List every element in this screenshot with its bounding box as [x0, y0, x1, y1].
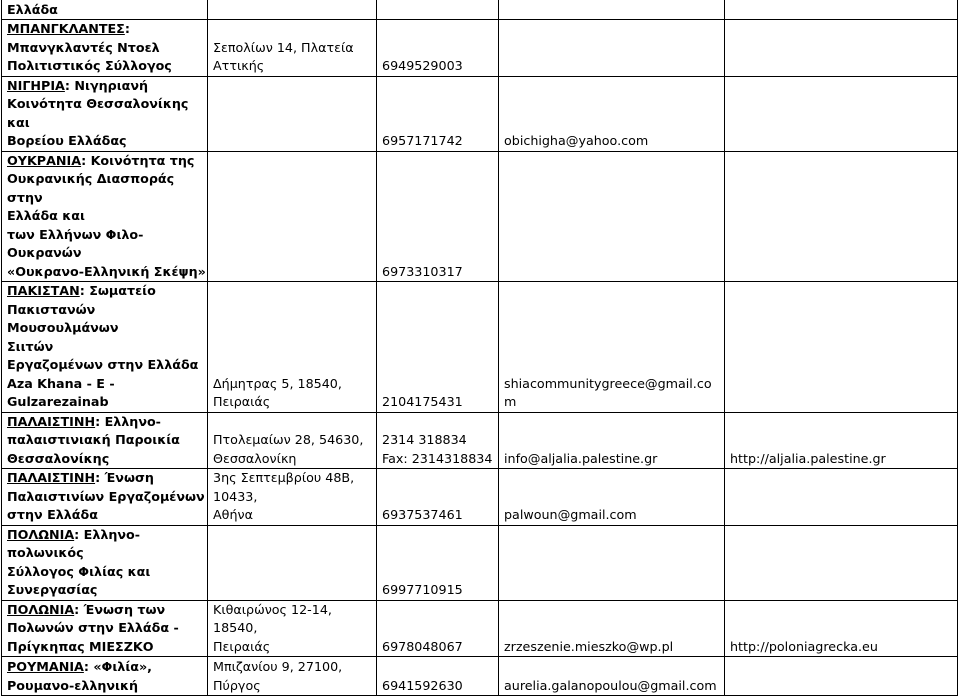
phone-cell — [377, 525, 499, 600]
phone-cell — [377, 0, 499, 20]
organization-cell — [2, 525, 208, 600]
address-cell — [208, 151, 377, 282]
phone-cell — [377, 151, 499, 282]
organization-name-line — [7, 488, 207, 507]
website-cell — [725, 0, 958, 20]
phone-cell — [377, 282, 499, 413]
country-label: ΠΑΚΙΣΤΑΝ — [7, 283, 80, 298]
organization-text: Πρίγκηπας ΜΙΕΣΖΚΟ — [7, 638, 154, 654]
address-cell — [208, 76, 377, 151]
organization-text: : Σωματείο — [79, 283, 156, 298]
email-cell — [499, 282, 725, 413]
organization-name-line — [7, 57, 207, 76]
country-label: ΠΟΛΩΝΙΑ — [7, 601, 75, 617]
table-row — [2, 525, 958, 600]
website-cell — [725, 525, 958, 600]
organization-cell — [2, 282, 208, 413]
email-cell — [499, 151, 725, 282]
email-cell — [499, 412, 725, 469]
organization-text: Σύλλογος Φιλίας και — [7, 563, 151, 579]
phone-number: Fax: 2314318834 — [382, 450, 493, 466]
website-cell — [725, 412, 958, 469]
address-line: Αθήνα — [213, 507, 253, 522]
phone-cell — [377, 20, 499, 77]
website-link[interactable]: http://poloniagrecka.eu — [730, 638, 878, 654]
organization-text: : Ελληνο- — [95, 413, 161, 429]
email-address[interactable]: info@aljalia.palestine.gr — [504, 450, 658, 466]
address-line: Θεσσαλονίκη — [213, 450, 297, 466]
organization-text: Παλαιστινίων Εργαζομένων — [7, 488, 205, 504]
country-label: ΡΟΥΜΑΝΙΑ — [7, 659, 84, 674]
phone-number: 6949529003 — [382, 58, 463, 73]
organization-name-line — [7, 77, 207, 96]
organization-name-line — [7, 619, 207, 638]
country-label: ΜΠΑΝΓΚΛΑΝΤΕΣ — [7, 21, 125, 36]
address-cell — [208, 0, 377, 20]
organization-name-line — [7, 1, 207, 20]
organization-name-line — [7, 226, 207, 263]
table-row — [2, 76, 958, 151]
address-line: 3ης Σεπτεμβρίου 48Β, — [213, 470, 355, 485]
table-row — [2, 151, 958, 282]
organization-text: Βορείου Ελλάδας — [7, 133, 127, 148]
country-label: ΠΟΛΩΝΙΑ — [7, 526, 75, 542]
address-cell — [208, 20, 377, 77]
organization-name-line — [7, 207, 207, 226]
table-row — [2, 0, 958, 20]
address-line: Πτολεμαίων 28, 54630, — [213, 432, 364, 447]
organization-name-line — [7, 39, 207, 58]
table-row — [2, 20, 958, 77]
organization-name-line — [7, 431, 207, 450]
organization-text: Κοινότητα Θεσσαλονίκης και — [7, 96, 189, 130]
website-link[interactable]: http://aljalia.palestine.gr — [730, 450, 886, 466]
organization-cell — [2, 0, 208, 20]
organization-name-line — [7, 170, 207, 207]
phone-number: 6941592630 — [382, 677, 463, 693]
table-row — [2, 412, 958, 469]
organization-name-line — [7, 450, 207, 469]
email-cell — [499, 600, 725, 657]
organization-text: : Ένωση — [95, 470, 154, 485]
email-address[interactable]: shiacommunitygreece@gmail.co — [504, 375, 712, 391]
organization-name-line — [7, 581, 207, 600]
organization-name-line — [7, 152, 207, 171]
organization-name-line — [7, 563, 207, 582]
organization-text: : Νιγηριανή — [64, 77, 149, 93]
phone-cell — [377, 412, 499, 469]
organization-text: Ουκρανικής Διασποράς στην — [7, 171, 175, 205]
email-cell — [499, 20, 725, 77]
address-line: Δήμητρας 5, 18540, — [213, 375, 342, 391]
country-label: ΠΑΛΑΙΣΤΙΝΗ — [7, 413, 96, 429]
address-line: Πύργος — [213, 677, 261, 693]
organization-text: : Ελληνο-πολωνικός — [7, 526, 141, 560]
organization-text: Σιιτών — [7, 338, 54, 354]
phone-number: 2104175431 — [382, 394, 463, 409]
organization-text: στην Ελλάδα — [7, 507, 98, 522]
organization-name-line — [7, 95, 207, 132]
email-cell — [499, 525, 725, 600]
address-cell — [208, 412, 377, 469]
organization-name-line — [7, 282, 207, 301]
country-label: ΟΥΚΡΑΝΙΑ — [7, 152, 82, 168]
phone-cell — [377, 469, 499, 526]
organization-cell — [2, 469, 208, 526]
organization-name-line — [7, 356, 207, 375]
address-cell — [208, 600, 377, 657]
organization-name-line — [7, 263, 207, 282]
email-cell — [499, 0, 725, 20]
organization-name-line — [7, 469, 207, 488]
website-cell — [725, 151, 958, 282]
organization-text: Συνεργασίας — [7, 582, 98, 597]
organization-text: : Ένωση των — [74, 601, 166, 617]
website-cell — [725, 20, 958, 77]
email-address[interactable]: m — [504, 394, 517, 409]
email-address[interactable]: obichigha@yahoo.com — [504, 133, 649, 148]
organization-name-line — [7, 338, 207, 357]
organization-text: Πολωνών στην Ελλάδα - — [7, 620, 179, 635]
organization-text: Ελλάδα και — [7, 208, 85, 223]
organization-text: παλαιστινιακή Παροικία — [7, 432, 180, 447]
organization-name-line — [7, 132, 207, 151]
organization-cell — [2, 657, 208, 696]
organization-name-line — [7, 506, 207, 525]
phone-number: 6997710915 — [382, 582, 463, 597]
organization-name-line — [7, 413, 207, 432]
phone-number: 2314 318834 — [382, 432, 467, 447]
organization-cell — [2, 412, 208, 469]
website-cell — [725, 469, 958, 526]
organization-text: : — [124, 21, 130, 36]
table-row — [2, 282, 958, 413]
table-row — [2, 469, 958, 526]
organization-text: Aza Khana - E - Gulzarezainab — [7, 375, 115, 409]
organization-text: των Ελλήνων Φιλο-Ουκρανών — [7, 226, 144, 260]
website-cell — [725, 76, 958, 151]
organization-cell — [2, 151, 208, 282]
organization-name-line — [7, 601, 207, 620]
organization-text: Πακιστανών Μουσουλμάνων — [7, 301, 119, 335]
phone-number: 6973310317 — [382, 263, 463, 279]
organization-cell — [2, 76, 208, 151]
email-address[interactable]: palwoun@gmail.com — [504, 507, 637, 522]
organization-cell — [2, 20, 208, 77]
organization-text: Θεσσαλονίκης — [7, 450, 110, 466]
address-cell — [208, 525, 377, 600]
address-cell — [208, 469, 377, 526]
phone-number: 6978048067 — [382, 638, 463, 654]
organization-name-line — [7, 677, 207, 696]
table-row — [2, 600, 958, 657]
associations-table — [1, 0, 958, 696]
phone-cell — [377, 600, 499, 657]
organization-text: Ρουμανο-ελληνική — [7, 677, 139, 693]
organization-name-line — [7, 638, 207, 657]
organization-text: : Κοινότητα της — [81, 152, 195, 168]
address-cell — [208, 282, 377, 413]
organization-name-line — [7, 20, 207, 39]
address-line: Μπιζανίου 9, 27100, — [213, 659, 343, 674]
phone-number: 6957171742 — [382, 133, 463, 148]
table-body — [2, 0, 958, 696]
address-line: Αττικής — [213, 58, 265, 73]
organization-name-line — [7, 301, 207, 338]
organization-text: : «Φιλία», — [83, 659, 152, 674]
organization-name-line — [7, 375, 207, 412]
email-address[interactable]: aurelia.galanopoulou@gmail.com — [504, 677, 717, 693]
phone-number: 6937537461 — [382, 507, 463, 522]
organization-text: Ελλάδα — [7, 1, 58, 17]
website-cell — [725, 282, 958, 413]
address-line: Σεπολίων 14, Πλατεία — [213, 39, 354, 55]
table-row — [2, 657, 958, 696]
organization-cell — [2, 600, 208, 657]
organization-name-line — [7, 526, 207, 563]
organization-name-line — [7, 658, 207, 677]
address-line: Πειραιάς — [213, 394, 271, 409]
email-cell — [499, 469, 725, 526]
country-label: ΝΙΓΗΡΙΑ — [7, 77, 65, 93]
phone-cell — [377, 657, 499, 696]
organization-text: «Ουκρανο-Ελληνική Σκέψη» — [7, 263, 206, 279]
email-cell — [499, 76, 725, 151]
email-cell — [499, 657, 725, 696]
organization-text: Πολιτιστικός Σύλλογος — [7, 58, 172, 73]
address-line: Πειραιάς — [213, 638, 271, 654]
address-cell — [208, 657, 377, 696]
email-address[interactable]: zrzeszenie.mieszko@wp.pl — [504, 638, 674, 654]
address-line: 10433, — [213, 488, 258, 504]
address-line: 18540, — [213, 620, 258, 635]
organization-text: Εργαζομένων στην Ελλάδα — [7, 357, 199, 372]
website-cell — [725, 657, 958, 696]
address-line: Κιθαιρώνος 12-14, — [213, 601, 332, 617]
website-cell — [725, 600, 958, 657]
phone-cell — [377, 76, 499, 151]
country-label: ΠΑΛΑΙΣΤΙΝΗ — [7, 470, 96, 485]
organization-text: Μπανγκλαντές Ντοελ — [7, 39, 160, 55]
